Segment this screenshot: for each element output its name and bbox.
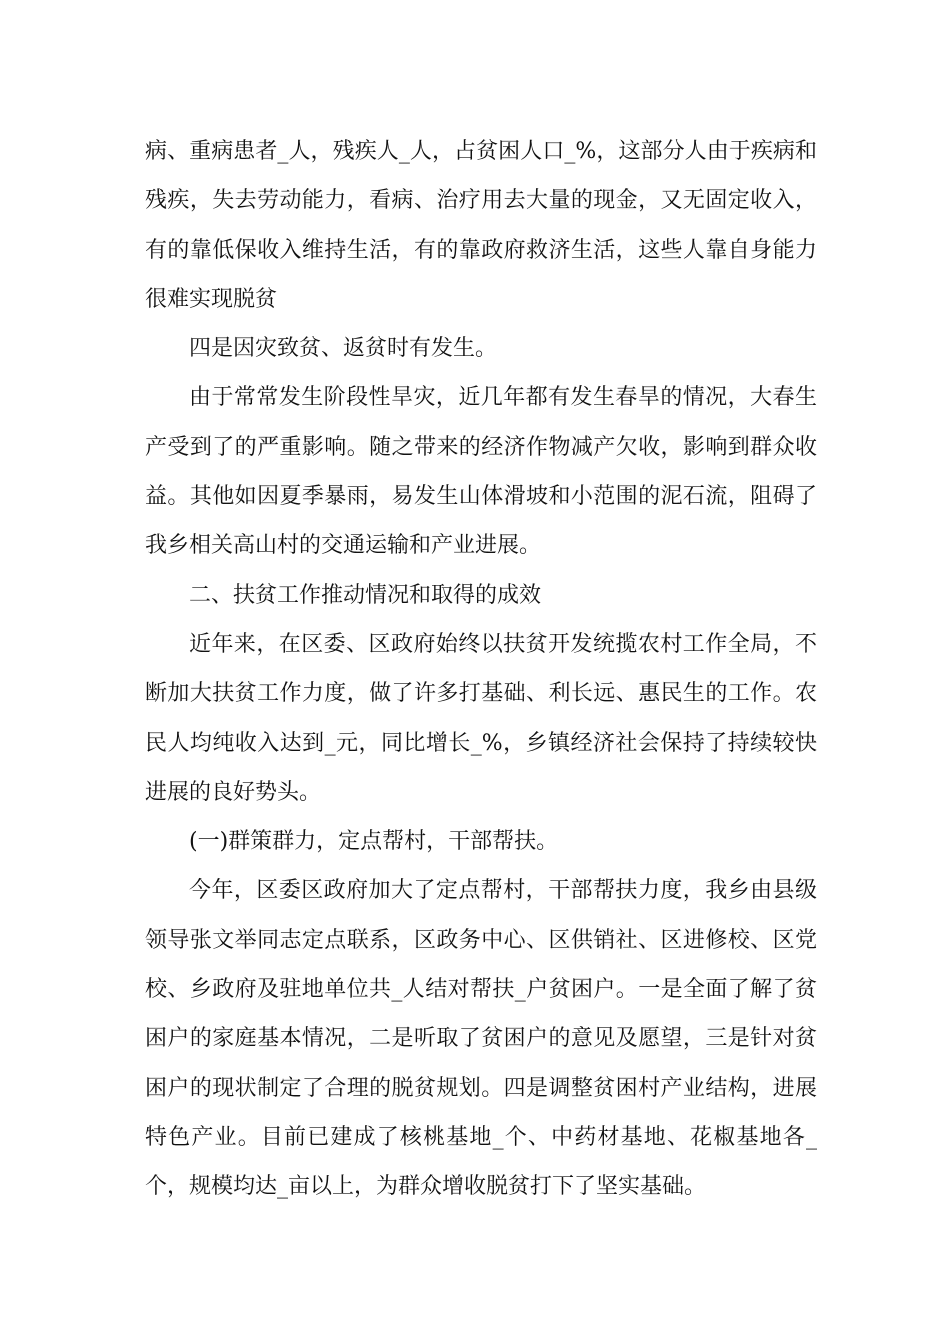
section-heading-progress: 二、扶贫工作推动情况和取得的成效 (189, 582, 542, 608)
paragraph-recent-years: 近年来，在区委、区政府始终以扶贫开发统揽农村工作全局，不断加大扶贫工作力度，做了许多打基础、利长远、惠民生的工作。农民人均纯收入达到_元，同比增长_%，乡镇经济社会保持了持续较快进展的良好势头。 (145, 631, 817, 805)
paragraph-drought: 由于常常发生阶段性旱灾，近几年都有发生春旱的情况，大春生产受到了的严重影响。随之带来的经济作物减产欠收，影响到群众收益。其他如因夏季暴雨，易发生山体滑坡和小范围的泥石流，阻碍了我乡相关高山村的交通运输和产业进展。 (145, 385, 817, 559)
paragraph-illness-disability: 病、重病患者_人，残疾人_人，占贫困人口_%，这部分人由于疾病和残疾，失去劳动能力，看病、治疗用去大量的现金，又无固定收入，有的靠低保收入维持生活，有的靠政府救济生活，这些人靠自身能力很难实现脱贫 (145, 139, 817, 312)
paragraph-disaster-heading: 四是因灾致贫、返贫时有发生。 (189, 336, 498, 362)
subsection-heading-assistance: (一)群策群力，定点帮村，干部帮扶。 (189, 829, 559, 855)
paragraph-this-year: 今年，区委区政府加大了定点帮村，干部帮扶力度，我乡由县级领导张文举同志定点联系，区政务中心、区供销社、区进修校、区党校、乡政府及驻地单位共_人结对帮扶_户贫困户。一是全面了解了贫困户的家庭基本情况，二是听取了贫困户的意见及愿望，三是针对贫困户的现状制定了合理的脱贫规划。四是调整贫困村产业结构，进展特色产业。目前已建成了核桃基地_个、中药材基地、花椒基地各_个，规模均达_亩以上，为群众增收脱贫打下了坚实基础。 (145, 878, 817, 1200)
document-body (145, 127, 817, 1212)
